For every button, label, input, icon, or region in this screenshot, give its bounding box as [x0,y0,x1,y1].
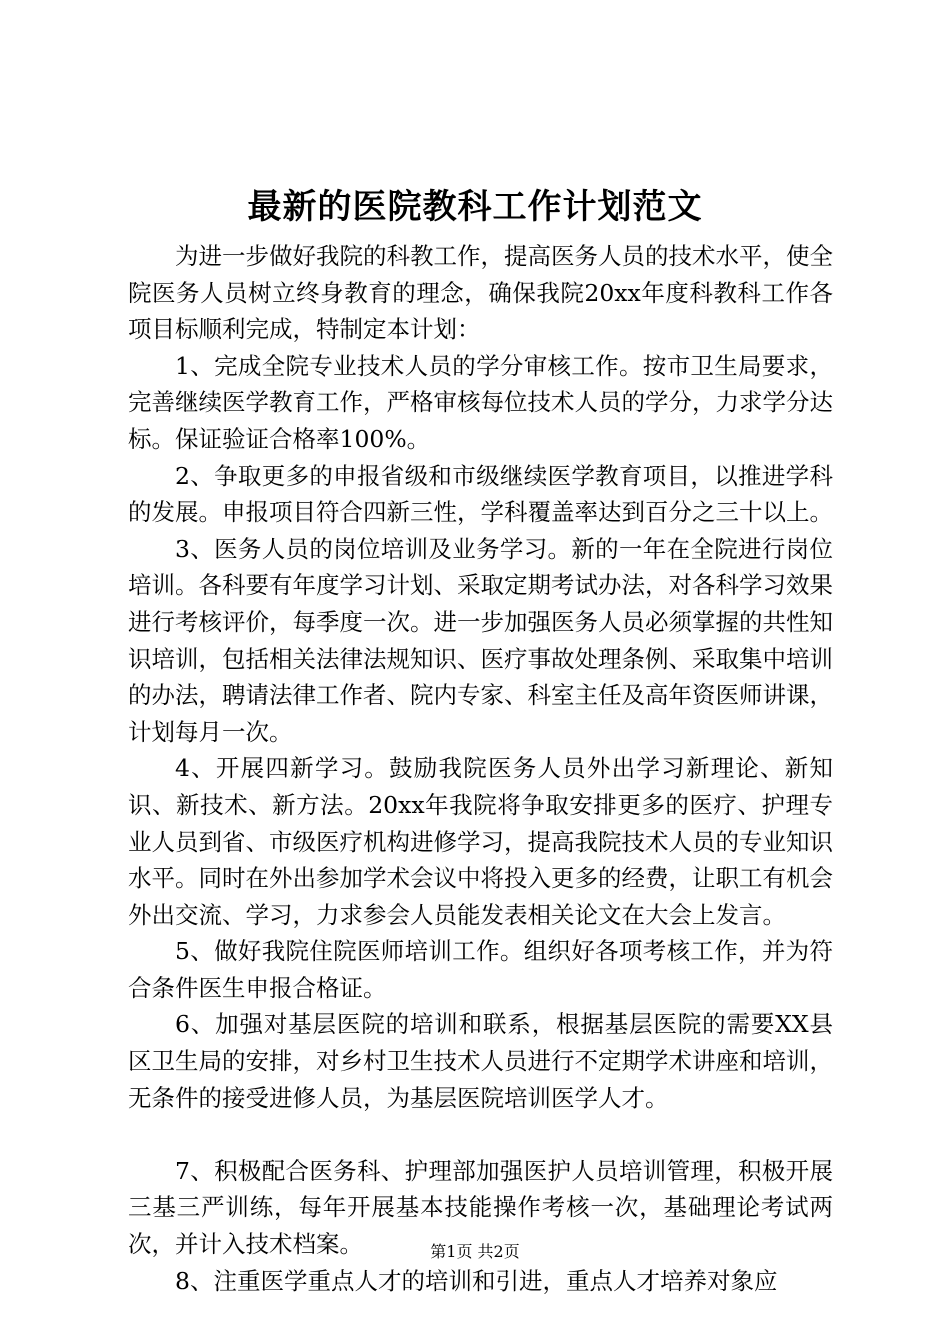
paragraph-item-5: 5、做好我院住院医师培训工作。组织好各项考核工作，并为符合条件医生申报合格证。 [128,937,833,1002]
document-body [128,238,833,1299]
paragraph-item-3: 3、医务人员的岗位培训及业务学习。新的一年在全院进行岗位培训。各科要有年度学习计划、采取定期考试办法，对各科学习效果进行考核评价，每季度一次。进一步加强医务人员必须掌握的共性知识培训，包括相关法律法规知识、医疗事故处理条例、采取集中培训的办法，聘请法律工作者、院内专家、科室主任及高年资医师讲课，计划每月一次。 [128,534,833,746]
paragraph-item-8: 8、注重医学重点人才的培训和引进，重点人才培养对象应 [175,1266,778,1295]
page-number-footer: 第1页 共2页 [430,1242,520,1261]
paragraph-intro: 为进一步做好我院的科教工作，提高医务人员的技术水平，使全院医务人员树立终身教育的理念，确保我院20xx年度科教科工作各项目标顺利完成，特制定本计划： [128,242,833,344]
paragraph-item-4: 4、开展四新学习。鼓励我院医务人员外出学习新理论、新知识、新技术、新方法。20xx年我院将争取安排更多的医疗、护理专业人员到省、市级医疗机构进修学习，提高我院技术人员的专业知识水平。同时在外出参加学术会议中将投入更多的经费，让职工有机会外出交流、学习，力求参会人员能发表相关论文在大会上发言。 [128,754,833,929]
document-title: 最新的医院教科工作计划范文 [247,187,703,227]
paragraph-item-7: 7、积极配合医务科、护理部加强医护人员培训管理，积极开展三基三严训练，每年开展基本技能操作考核一次，基础理论考试两次，并计入技术档案。 [128,1156,833,1259]
paragraph-item-2: 2、争取更多的申报省级和市级继续医学教育项目，以推进学科的发展。申报项目符合四新三性，学科覆盖率达到百分之三十以上。 [128,461,833,527]
paragraph-item-1: 1、完成全院专业技术人员的学分审核工作。按市卫生局要求，完善继续医学教育工作，严格审核每位技术人员的学分，力求学分达标。保证验证合格率100%。 [128,351,833,453]
paragraph-item-6: 6、加强对基层医院的培训和联系，根据基层医院的需要XX县区卫生局的安排，对乡村卫生技术人员进行不定期学术讲座和培训，无条件的接受进修人员，为基层医院培训医学人才。 [128,1010,833,1112]
